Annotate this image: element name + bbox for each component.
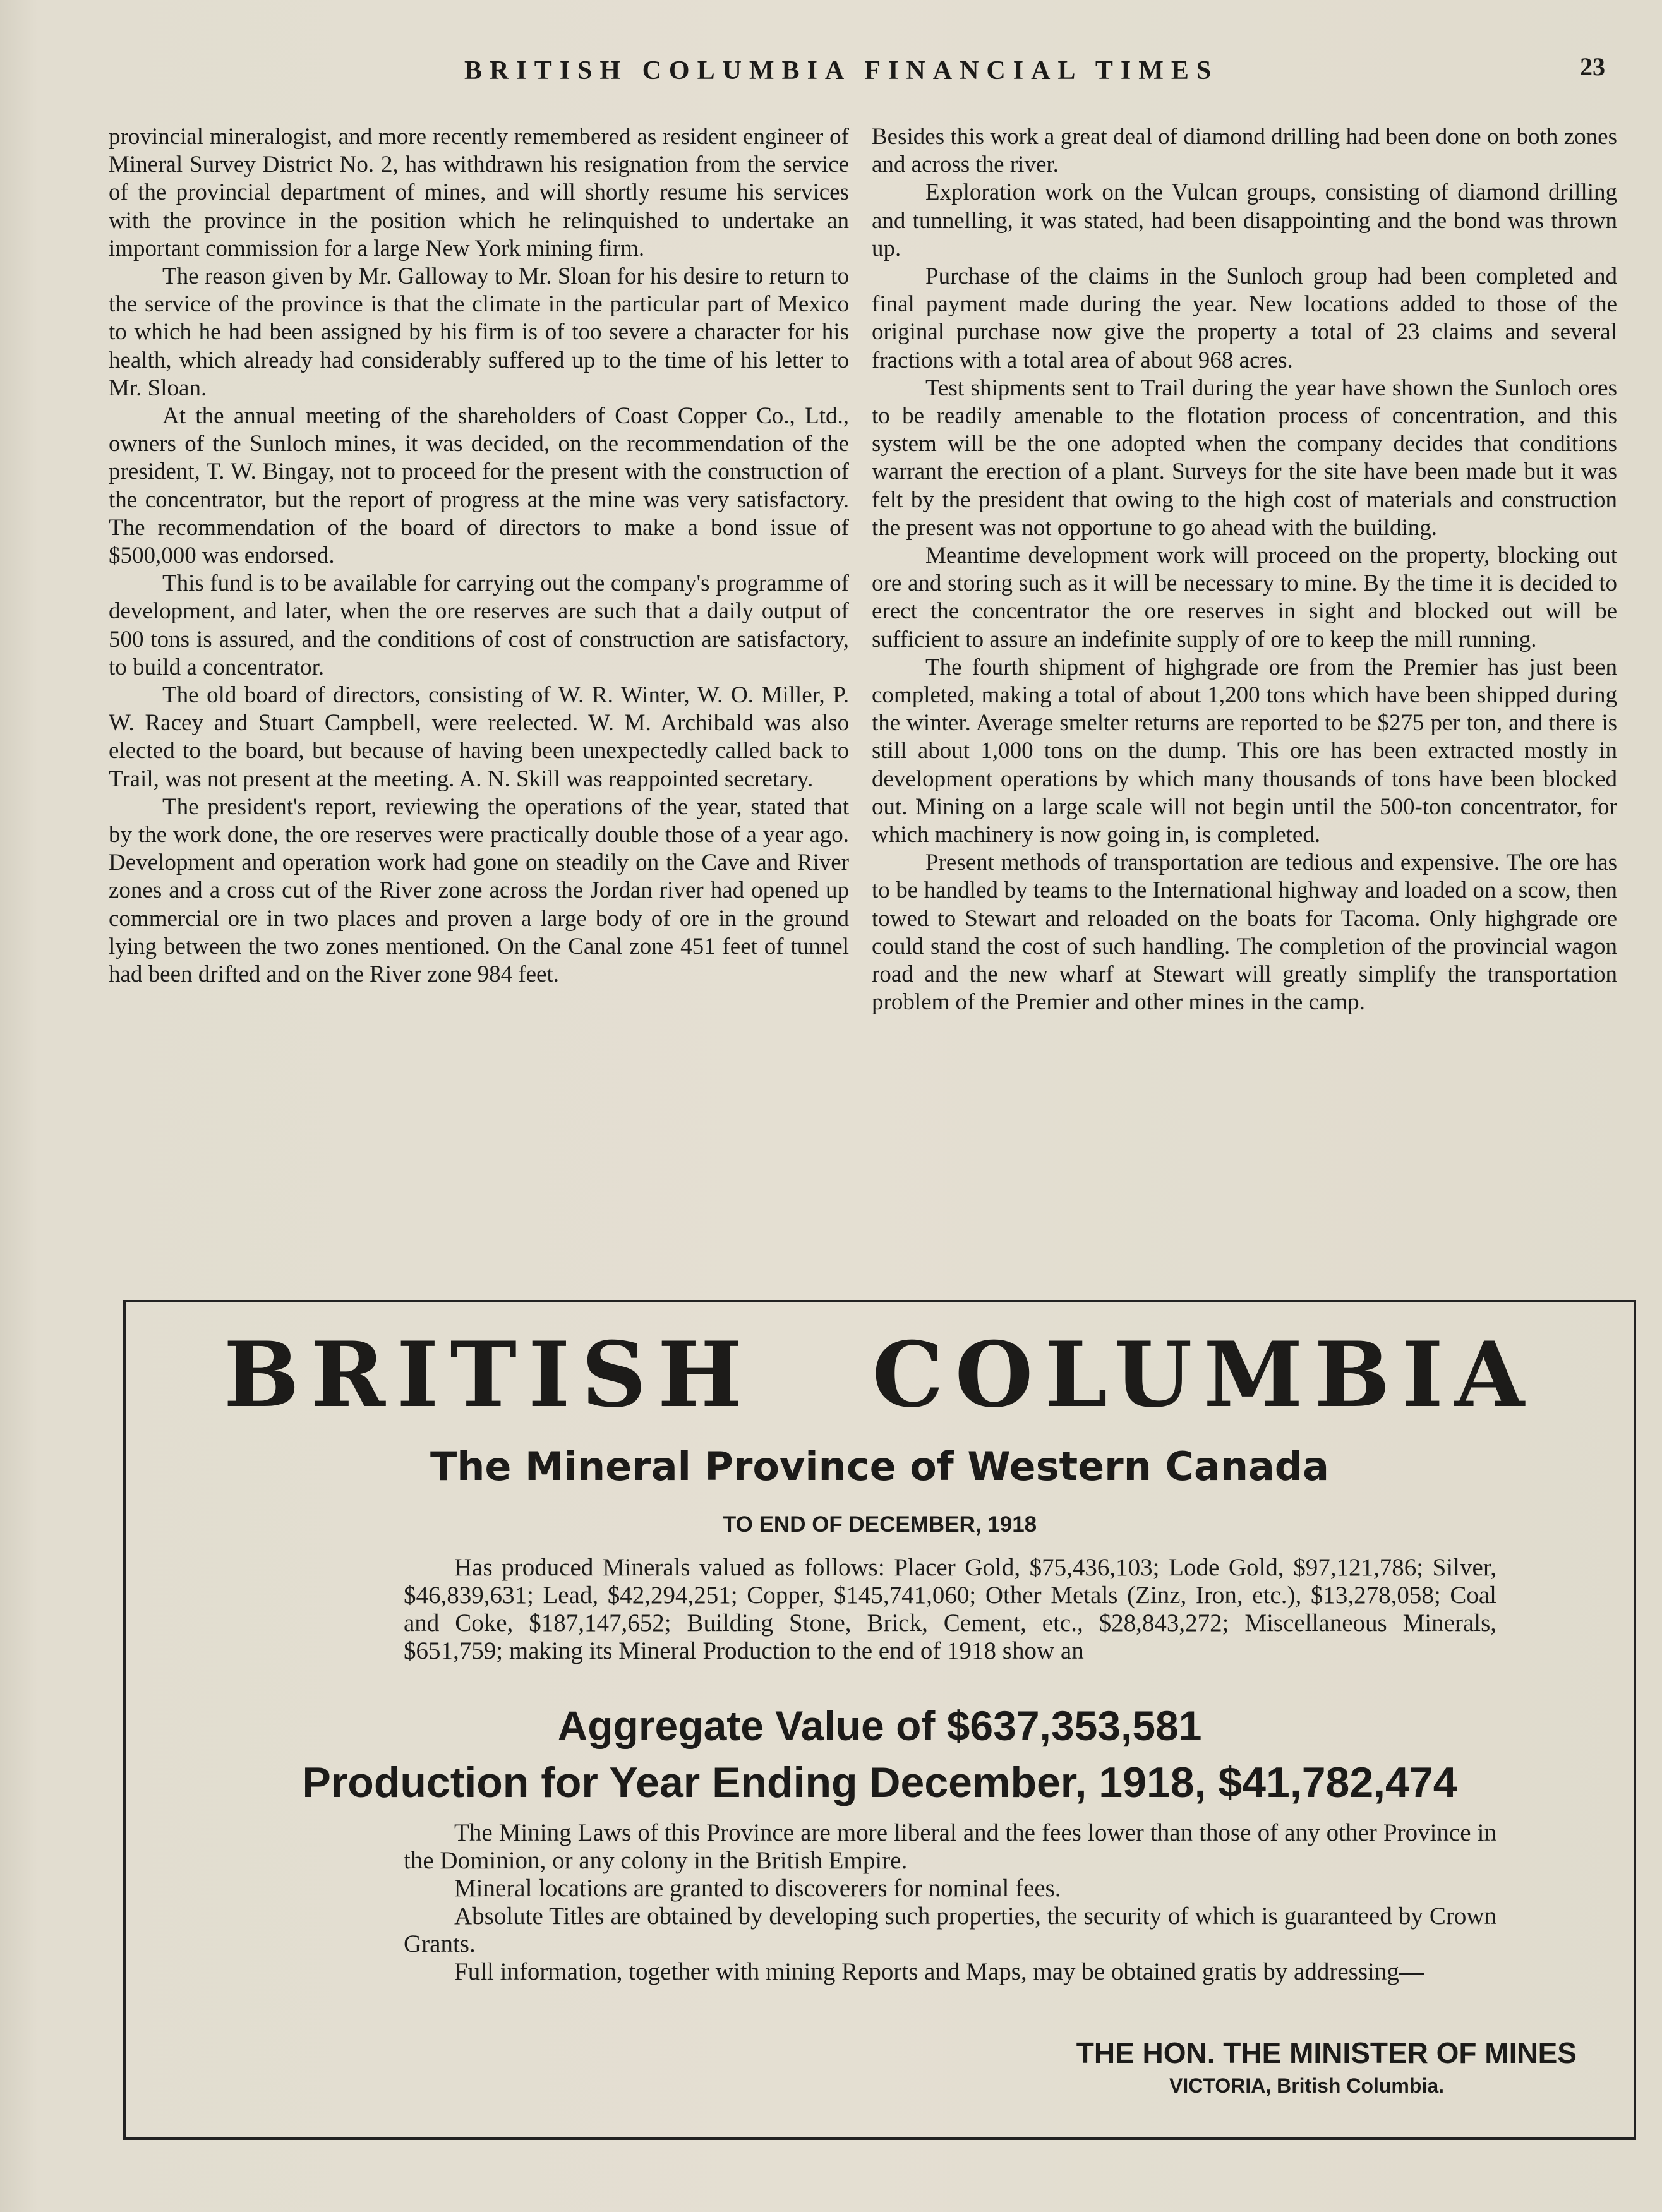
article-paragraph: This fund is to be available for carrying out the company's programme of development, and later, when the ore reserves are such that a daily output of 500 tons is assured, and the conditions of cost of construction are satisfactory, to build a concentrator. [109, 570, 849, 680]
right-column [872, 123, 1617, 1017]
article-paragraph: The reason given by Mr. Galloway to Mr. Sloan for his desire to return to the service of the province is that the climate in the particular part of Mexico to which he had been assigned by his firm is of too severe a character for his health, which already had considerably suffered up to the time of his letter to Mr. Sloan. [109, 263, 849, 401]
advertisement-box [123, 1300, 1636, 2140]
ad-produced-text: Has produced Minerals valued as follows: Placer Gold, $75,436,103; Lode Gold, $97,121,786; Silver, $46,839,631; Lead, $42,294,251; Copper, $145,741,060; Other Metals (Zinz, Iron, etc.), $13,278,058; Coal and Coke, $187,147,652; Building Stone, Brick, Cement, etc., $28,843,272; Miscellaneous Minerals, $651,759; making its Mineral Production to the end of 1918 show an [404, 1554, 1496, 1664]
page-number: 23 [1580, 52, 1605, 81]
ad-title: BRITISH COLUMBIA [223, 1323, 1536, 1428]
ad-subtitle: The Mineral Province of Western Canada [430, 1443, 1330, 1489]
ad-law-paragraph: The Mining Laws of this Province are more liberal and the fees lower than those of any other Province in the Dominion, or any colony in the British Empire. [404, 1819, 1496, 1874]
ad-address: VICTORIA, British Columbia. [1169, 2074, 1444, 2097]
article-paragraph: Exploration work on the Vulcan groups, consisting of diamond drilling and tunnelling, it was stated, had been disappointing and the bond was thrown up. [872, 179, 1617, 261]
article-paragraph: provincial mineralogist, and more recently remembered as resident engineer of Mineral Survey District No. 2, has withdrawn his resignation from the service of the provincial department of mines, and will shortly resume his services with the province in the position which he relinquished to undertake an important commission for a large New York mining firm. [109, 124, 849, 261]
article-paragraph: Test shipments sent to Trail during the year have shown the Sunloch ores to be readily amenable to the flotation process of concentration, and this system will be the one adopted when the company decides that conditions warrant the erection of a plant. Surveys for the site have been made but it was felt by the president that owing to the high cost of materials and construction the present was not opportune to go ahead with the building. [872, 375, 1617, 541]
ad-date-line: TO END OF DECEMBER, 1918 [722, 1512, 1037, 1537]
left-column [109, 123, 849, 989]
running-title: BRITISH COLUMBIA FINANCIAL TIMES [464, 56, 1219, 85]
ad-law-paragraph: Absolute Titles are obtained by developing such properties, the security of which is guaranteed by Crown Grants. [404, 1902, 1496, 1957]
ad-law-paragraph: Mineral locations are granted to discoverers for nominal fees. [454, 1875, 1061, 1902]
article-paragraph: Besides this work a great deal of diamond drilling had been done on both zones and across the river. [872, 124, 1617, 178]
article-paragraph: The old board of directors, consisting of W. R. Winter, W. O. Miller, P. W. Racey and Stuart Campbell, were reelected. W. M. Archibald was also elected to the board, but because of having been unexpectedly called back to Trail, was not present at the meeting. A. N. Skill was reappointed secretary. [109, 682, 849, 792]
article-paragraph: At the annual meeting of the shareholders of Coast Copper Co., Ltd., owners of the Sunloch mines, it was decided, on the recommendation of the president, T. W. Bingay, not to proceed for the present with the construction of the concentrator, but the report of progress at the mine was very satisfactory. The recommendation of the board of directors to make a bond issue of $500,000 was endorsed. [109, 403, 849, 569]
ad-aggregate-value: Aggregate Value of $637,353,581 [557, 1702, 1202, 1749]
ad-law-paragraph: Full information, together with mining Reports and Maps, may be obtained gratis by addressing— [454, 1958, 1424, 1985]
article-paragraph: Purchase of the claims in the Sunloch group had been completed and final payment made during the year. New locations added to those of the original purchase now give the property a total of 23 claims and several fractions with a total area of about 968 acres. [872, 263, 1617, 373]
article-paragraph: Meantime development work will proceed on the property, blocking out ore and storing such as it will be necessary to mine. By the time it is decided to erect the concentrator the ore reserves in sight and blocked out will be sufficient to assure an indefinite supply of ore to keep the mill running. [872, 543, 1617, 652]
ad-production-summary [404, 1554, 1496, 1665]
article-paragraph: Present methods of transportation are tedious and expensive. The ore has to be handled by teams to the International highway and loaded on a scow, then towed to Stewart and reloaded on the boats for Tacoma. Only highgrade ore could stand the cost of such handling. The completion of the provincial wagon road and the new wharf at Stewart will greatly simplify the transportation problem of the Premier and other mines in the camp. [872, 850, 1617, 1016]
article-paragraph: The fourth shipment of highgrade ore from the Premier has just been completed, making a total of about 1,200 tons which have been shipped during the winter. Average smelter returns are reported to be $275 per ton, and there is still about 1,000 tons on the dump. This ore has been extracted mostly in development operations by which many thousands of tons have been blocked out. Mining on a large scale will not begin until the 500-ton concentrator, for which machinery is now going in, is completed. [872, 654, 1617, 848]
ad-year-production: Production for Year Ending December, 1918, $41,782,474 [302, 1758, 1457, 1806]
page-header [0, 52, 1662, 93]
article-paragraph: The president's report, reviewing the operations of the year, stated that by the work done, the ore reserves were practically double those of a year ago. Development and operation work had gone on steadily on the Cave and River zones and a cross cut of the River zone across the Jordan river had opened up commercial ore in two places and proven a large body of ore in the ground lying between the two zones mentioned. On the Canal zone 451 feet of tunnel had been drifted and on the River zone 984 feet. [109, 793, 849, 988]
ad-mining-laws [404, 1819, 1496, 1986]
ad-minister: THE HON. THE MINISTER OF MINES [1076, 2036, 1577, 2069]
